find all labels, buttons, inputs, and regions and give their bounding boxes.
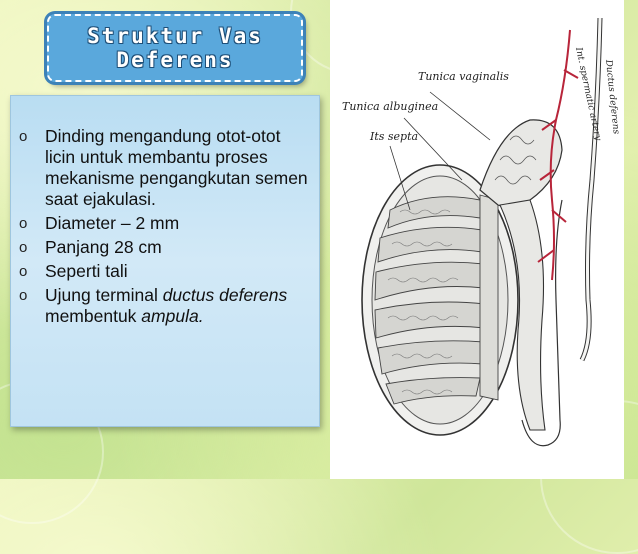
bullet-marker: o [19,287,28,304]
mediastinum [480,195,498,400]
label-tunica-vaginalis: Tunica vaginalis [418,70,509,83]
bullet-item [19,285,309,327]
slide-title-line-2: Deferens [116,48,234,72]
bullet-item [19,126,309,210]
label-tunica-albuginea: Tunica albuginea [342,100,439,113]
bullet-content-box [10,95,320,427]
testis-diagram [330,0,624,479]
bullet-text-italic: ampula. [141,306,204,326]
bullet-text: Diameter – 2 mm [45,213,180,233]
label-ductus-deferens: Ductus deferens [603,59,621,135]
bullet-text-italic: ductus deferens [162,285,288,305]
label-int-spermatic-artery: Int. spermatic artery [573,46,603,142]
bullet-marker: o [19,128,28,145]
slide-title-box [47,14,303,82]
bullet-text: Dinding mengandung otot-otot licin untuk membantu proses mekanisme pengangkutan semen saat ejakulasi. [45,126,308,209]
bullet-text: Ujung terminal [45,285,163,305]
bullet-text: Seperti tali [45,261,128,281]
anatomy-illustration [330,0,624,479]
bullet-marker: o [19,263,28,280]
bullet-marker: o [19,239,28,256]
label-its-septa: Its septa [370,130,419,143]
bullet-list [11,96,319,327]
bullet-text: Panjang 28 cm [45,237,162,257]
slide-title-line-1: Struktur Vas [87,24,263,48]
bullet-text: membentuk [45,306,142,326]
bullet-item [19,237,309,258]
bullet-item [19,213,309,234]
bullet-marker: o [19,215,28,232]
bullet-item [19,261,309,282]
slide-title [75,24,275,72]
